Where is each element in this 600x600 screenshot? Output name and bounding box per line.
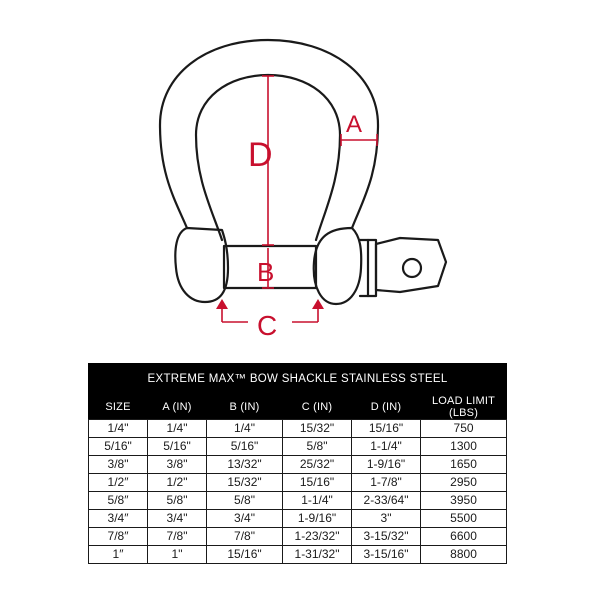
table-cell: 3950 [421, 492, 507, 510]
table-cell: 1/4" [207, 420, 283, 438]
table-cell: 3/8" [89, 456, 148, 474]
table-header-row [89, 395, 507, 420]
table-cell: 6600 [421, 528, 507, 546]
table-cell: 3/8" [148, 456, 207, 474]
table-row [89, 438, 507, 456]
table-cell: 1-7/8" [352, 474, 421, 492]
column-header: SIZE [89, 395, 148, 420]
table-cell: 13/32" [207, 456, 283, 474]
table-cell: 1/2" [148, 474, 207, 492]
table-cell: 1-9/16" [283, 510, 352, 528]
column-header: B (IN) [207, 395, 283, 420]
table-cell: 3/4″ [89, 510, 148, 528]
label-b: B [257, 257, 275, 287]
table-cell: 15/32" [207, 474, 283, 492]
spec-table [88, 363, 507, 564]
table-cell: 1-31/32" [283, 546, 352, 564]
table-cell: 1-9/16" [352, 456, 421, 474]
table-cell: 1/4" [148, 420, 207, 438]
dimension-labels [248, 111, 362, 341]
table-cell: 3/4" [148, 510, 207, 528]
right-eye [314, 228, 361, 304]
table-cell: 8800 [421, 546, 507, 564]
table-cell: 7/8″ [89, 528, 148, 546]
table-cell: 1/2″ [89, 474, 148, 492]
c-arrow-left-head [216, 299, 228, 309]
table-row [89, 474, 507, 492]
table-cell: 3-15/32" [352, 528, 421, 546]
table-cell: 5/8" [207, 492, 283, 510]
column-header: D (IN) [352, 395, 421, 420]
table-cell: 3" [352, 510, 421, 528]
c-arrow-right-head [312, 299, 324, 309]
table-cell: 15/16" [352, 420, 421, 438]
column-header: C (IN) [283, 395, 352, 420]
table-cell: 15/16" [207, 546, 283, 564]
table-body [89, 420, 507, 564]
table-cell: 3/4" [207, 510, 283, 528]
table-cell: 1" [148, 546, 207, 564]
table-cell: 1″ [89, 546, 148, 564]
table-cell: 15/16" [283, 474, 352, 492]
table-row [89, 420, 507, 438]
table-cell: 1/4" [89, 420, 148, 438]
table-cell: 7/8" [148, 528, 207, 546]
table-cell: 750 [421, 420, 507, 438]
table-cell: 1650 [421, 456, 507, 474]
table-row [89, 546, 507, 564]
table-cell: 5/16" [207, 438, 283, 456]
table-title: EXTREME MAX™ BOW SHACKLE STAINLESS STEEL [89, 364, 507, 395]
pin-tab-hole [403, 259, 421, 277]
label-a: A [346, 111, 363, 138]
table-row [89, 456, 507, 474]
table-cell: 5/8" [283, 438, 352, 456]
column-header: LOAD LIMIT (LBS) [421, 395, 507, 420]
table-cell: 5/8" [148, 492, 207, 510]
table-row [89, 510, 507, 528]
table-cell: 2-33/64" [352, 492, 421, 510]
label-c: C [257, 310, 278, 341]
table-cell: 15/32" [283, 420, 352, 438]
table-cell: 5/16" [89, 438, 148, 456]
table-cell: 3-15/16" [352, 546, 421, 564]
table-cell: 1-1/4" [283, 492, 352, 510]
label-d: D [248, 136, 273, 174]
table-cell: 1-23/32" [283, 528, 352, 546]
left-eye [175, 228, 228, 302]
pin-tab [376, 238, 446, 292]
table-cell: 1300 [421, 438, 507, 456]
table-cell: 5500 [421, 510, 507, 528]
table-cell: 25/32" [283, 456, 352, 474]
table-cell: 7/8" [207, 528, 283, 546]
table-row [89, 528, 507, 546]
shackle-outline [160, 40, 446, 304]
table-row [89, 492, 507, 510]
table-cell: 2950 [421, 474, 507, 492]
column-header: A (IN) [148, 395, 207, 420]
table-cell: 5/8″ [89, 492, 148, 510]
table-cell: 1-1/4" [352, 438, 421, 456]
table-cell: 5/16" [148, 438, 207, 456]
